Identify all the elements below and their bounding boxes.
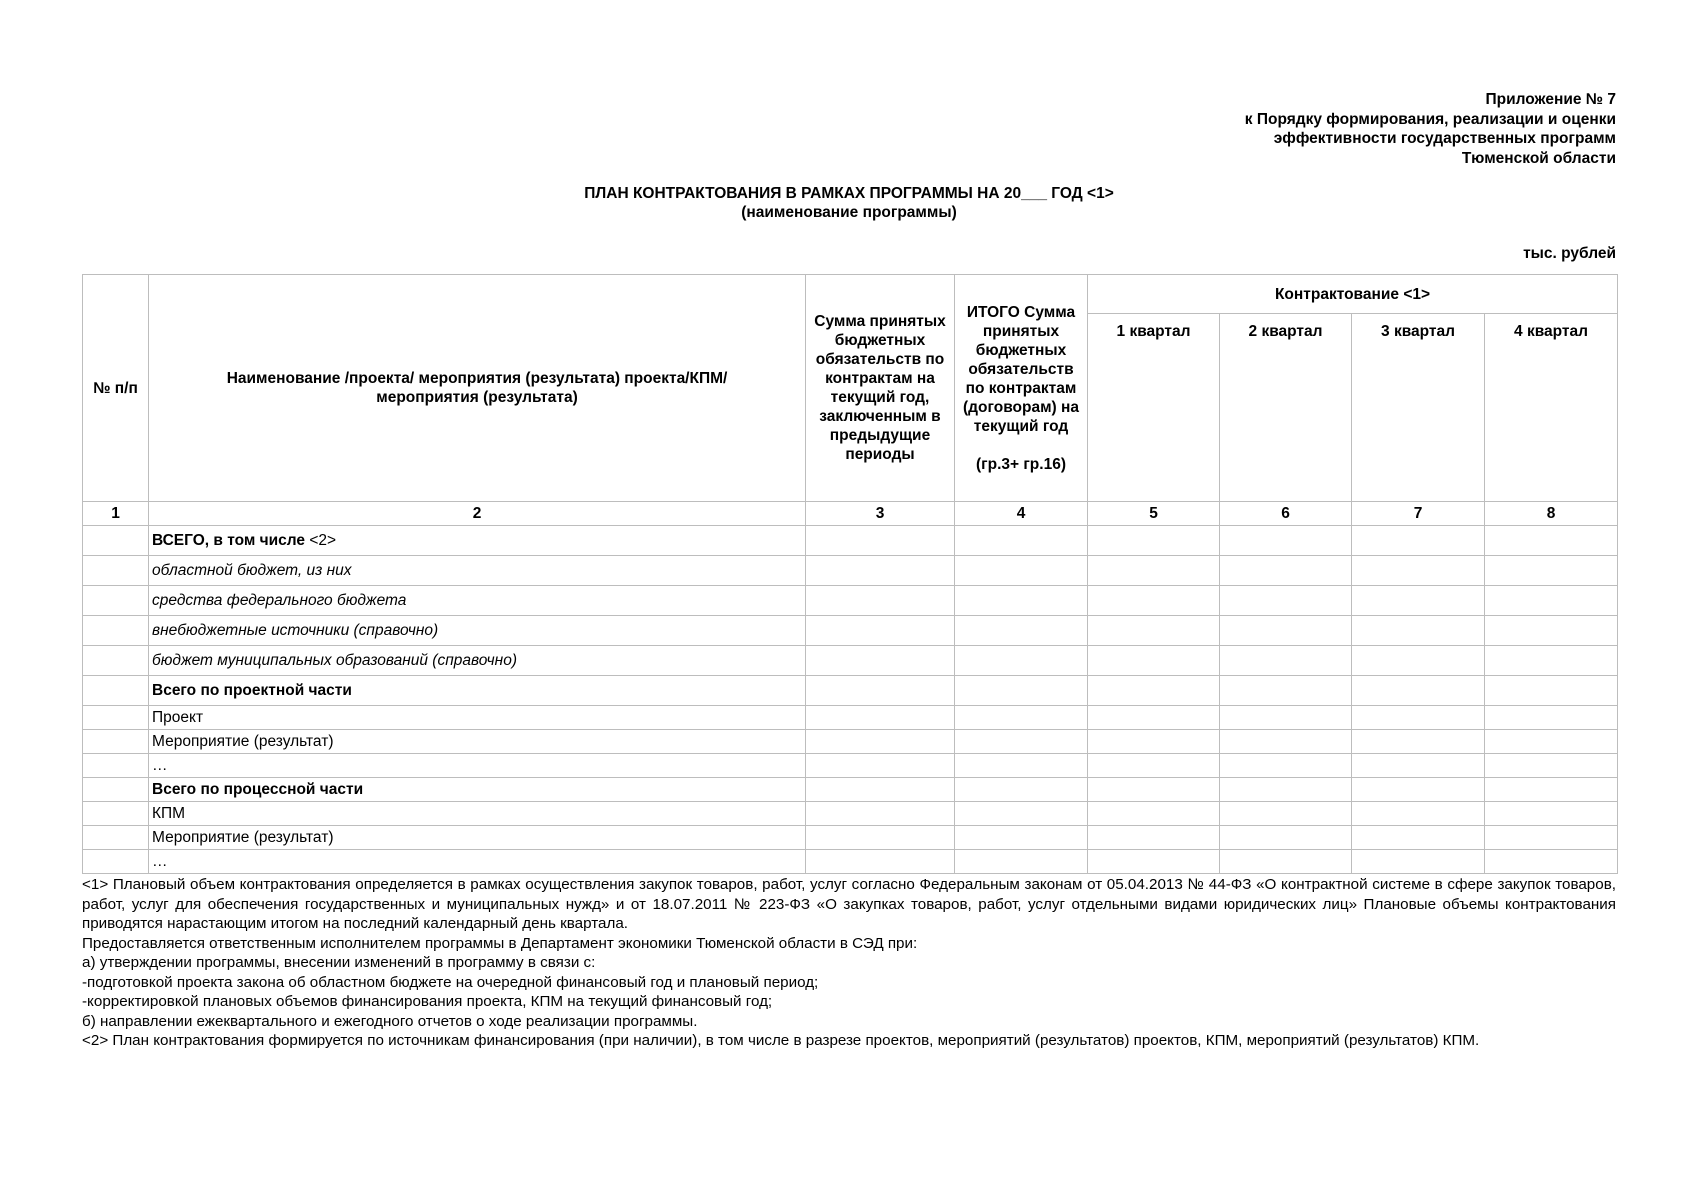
table-cell [955,526,1088,556]
table-cell [1485,730,1618,754]
table-cell [83,646,149,676]
row-name: внебюджетные источники (справочно) [152,621,439,639]
table-cell [1088,826,1220,850]
document-page [82,90,1616,1051]
row-name-cell [149,802,806,826]
row-name: Мероприятие (результат) [152,828,334,846]
table-cell [806,526,955,556]
table-row [83,754,1618,778]
footnote-2: Предоставляется ответственным исполнителем программы в Департамент экономики Тюменской области в СЭД при: [82,934,918,952]
footnote-1: <1> Плановый объем контрактования определяется в рамках осуществления закупок товаров, работ, услуг согласно Федеральным законам от 05.04.2013 № 44-ФЗ «О контрактной системе в сфере закупок товаров, работ, услуг для обеспечения государственных и муниципальных нужд» и от 18.07.2011 № 223-ФЗ «О закупках товаров, работ, услуг отдельными видами юридических лиц» Плановые объемы контрактования приводятся нарастающим итогом на последний календарный день квартала. [82,876,1616,932]
table-cell [955,778,1088,802]
table-body [83,526,1618,874]
table-cell [83,526,149,556]
table-cell [955,676,1088,706]
row-name: Проект [152,708,204,726]
table-row [83,730,1618,754]
table-cell [955,826,1088,850]
table-row [83,526,1618,556]
table-cell [806,646,955,676]
appendix-line-3: Тюменской области [1461,149,1616,167]
table-cell [1220,778,1352,802]
footnote-5: -корректировкой плановых объемов финансирования проекта, КПМ на текущий финансовый год; [82,993,773,1010]
header-sum-prev-text: Сумма принятых бюджетных обязательств по контрактам на текущий год, заключенным в предыдущие периоды [814,313,946,463]
row-name-cell [149,850,806,874]
table-cell [1088,754,1220,778]
row-name: Всего по проектной части [152,681,352,699]
row-name-cell [149,778,806,802]
table-cell [83,826,149,850]
table-cell [1220,676,1352,706]
table-cell [1352,826,1485,850]
table-cell [1088,802,1220,826]
table-cell [1088,730,1220,754]
table-cell [1485,526,1618,556]
table-cell [1220,526,1352,556]
header-q2: 2 квартал [1220,314,1352,502]
table-cell [955,730,1088,754]
row-name-cell [149,826,806,850]
row-name-cell [149,556,806,586]
table-cell [1352,778,1485,802]
table-cell [83,778,149,802]
header-total-formula: (гр.3+ гр.16) [975,455,1066,473]
row-name-cell [149,676,806,706]
row-name: … [152,756,168,774]
header-q4: 4 квартал [1485,314,1618,502]
table-cell [1220,802,1352,826]
row-name: Всего по процессной части [152,780,364,798]
table-cell [1088,850,1220,874]
header-total-text: ИТОГО Сумма принятых бюджетных обязательств по контрактам (договорам) на текущий год [963,303,1079,435]
header-total [955,275,1088,502]
col-number: 5 [1088,502,1220,526]
table-cell [1220,586,1352,616]
table-cell [806,850,955,874]
table-cell [83,754,149,778]
row-name: ВСЕГО, в том числе [152,531,306,549]
table-row [83,556,1618,586]
table-cell [1220,850,1352,874]
table-cell [806,826,955,850]
table-cell [1220,556,1352,586]
header-name-text: Наименование /проекта/ мероприятия (результата) проекта/КПМ/ мероприятия (результата) [226,370,728,406]
header-q1: 1 квартал [1088,314,1220,502]
table-cell [1088,676,1220,706]
table-cell [1088,646,1220,676]
table-row [83,826,1618,850]
row-name: средства федерального бюджета [152,591,407,609]
table-cell [1352,526,1485,556]
row-name-cell [149,706,806,730]
table-cell [955,646,1088,676]
appendix-number: Приложение № 7 [1485,91,1616,108]
col-number: 7 [1352,502,1485,526]
footnote-3: а) утверждении программы, внесении изменений в программу в связи с: [82,954,596,971]
table-row [83,706,1618,730]
appendix-header [82,90,1616,168]
table-cell [1220,616,1352,646]
table-cell [1352,730,1485,754]
footnotes [82,875,1616,1051]
row-name-cell [149,646,806,676]
table-cell [1088,706,1220,730]
table-cell [806,616,955,646]
table-cell [955,754,1088,778]
header-q3: 3 квартал [1352,314,1485,502]
table-cell [83,730,149,754]
footnote-7: <2> План контрактования формируется по источникам финансирования (при наличии), в том числе в разрезе проектов, мероприятий (результатов) проектов, КПМ, мероприятий (результатов) КПМ. [82,1032,1480,1049]
col-number: 6 [1220,502,1352,526]
table-cell [1352,850,1485,874]
table-cell [806,802,955,826]
table-row [83,676,1618,706]
table-row [83,616,1618,646]
table-cell [1352,754,1485,778]
col-number: 1 [83,502,149,526]
table-cell [806,676,955,706]
table-cell [806,730,955,754]
col-number: 2 [149,502,806,526]
table-cell [1352,616,1485,646]
table-cell [1485,826,1618,850]
row-name-cell [149,754,806,778]
row-name-cell [149,586,806,616]
table-cell [1088,778,1220,802]
row-name: областной бюджет, из них [152,561,352,579]
table-cell [1220,646,1352,676]
header-name [149,275,806,502]
table-cell [1352,706,1485,730]
row-footnote-ref: <2> [305,531,337,549]
table-cell [1352,646,1485,676]
table-cell [1088,586,1220,616]
table-cell [806,778,955,802]
table-cell [83,676,149,706]
table-cell [955,850,1088,874]
table-cell [1485,802,1618,826]
header-contracting: Контрактование <1> [1088,275,1618,314]
column-numbers-row [83,502,1618,526]
table-cell [955,586,1088,616]
row-name: бюджет муниципальных образований (справочно) [152,651,517,669]
table-cell [955,556,1088,586]
col-number: 4 [955,502,1088,526]
row-name-cell [149,526,806,556]
header-num: № п/п [83,275,149,502]
table-cell [1088,556,1220,586]
table-cell [1220,826,1352,850]
table-cell [83,850,149,874]
table-cell [955,802,1088,826]
appendix-line-1: к Порядку формирования, реализации и оценки [1244,110,1616,128]
table-cell [1088,526,1220,556]
row-name-cell [149,616,806,646]
table-cell [83,556,149,586]
table-cell [83,802,149,826]
document-title [82,184,1616,222]
table-cell [1352,676,1485,706]
title-sub: (наименование программы) [741,204,957,221]
table-cell [83,706,149,730]
table-cell [806,586,955,616]
header-sum-prev [806,275,955,502]
table-cell [1220,706,1352,730]
table-cell [1352,586,1485,616]
table-row [83,586,1618,616]
contracting-plan-table [82,274,1618,874]
table-cell [1352,556,1485,586]
table-cell [1485,646,1618,676]
table-cell [1220,754,1352,778]
table-cell [1485,778,1618,802]
table-cell [955,616,1088,646]
table-cell [83,586,149,616]
row-name-cell [149,730,806,754]
table-cell [1485,586,1618,616]
col-number: 8 [1485,502,1618,526]
table-cell [1220,730,1352,754]
table-cell [1485,706,1618,730]
table-cell [1485,616,1618,646]
table-cell [1485,850,1618,874]
table-cell [1352,802,1485,826]
row-name: Мероприятие (результат) [152,732,334,750]
table-row [83,778,1618,802]
table-cell [1088,616,1220,646]
footnote-6: б) направлении ежеквартального и ежегодного отчетов о ходе реализации программы. [82,1012,698,1030]
table-cell [806,754,955,778]
col-number: 3 [806,502,955,526]
row-name: … [152,852,168,870]
table-row [83,850,1618,874]
table-cell [1485,676,1618,706]
table-cell [1485,754,1618,778]
footnote-4: -подготовкой проекта закона об областном бюджете на очередной финансовый год и плановый период; [82,973,819,991]
table-cell [83,616,149,646]
title-main: ПЛАН КОНТРАКТОВАНИЯ В РАМКАХ ПРОГРАММЫ НА 20___ ГОД <1> [584,185,1114,202]
table-cell [806,556,955,586]
table-row [83,802,1618,826]
table-cell [955,706,1088,730]
units-label: тыс. рублей [1523,245,1616,262]
appendix-line-2: эффективности государственных программ [1273,130,1616,147]
table-cell [806,706,955,730]
row-name: КПМ [152,804,186,822]
table-row [83,646,1618,676]
table-cell [1485,556,1618,586]
